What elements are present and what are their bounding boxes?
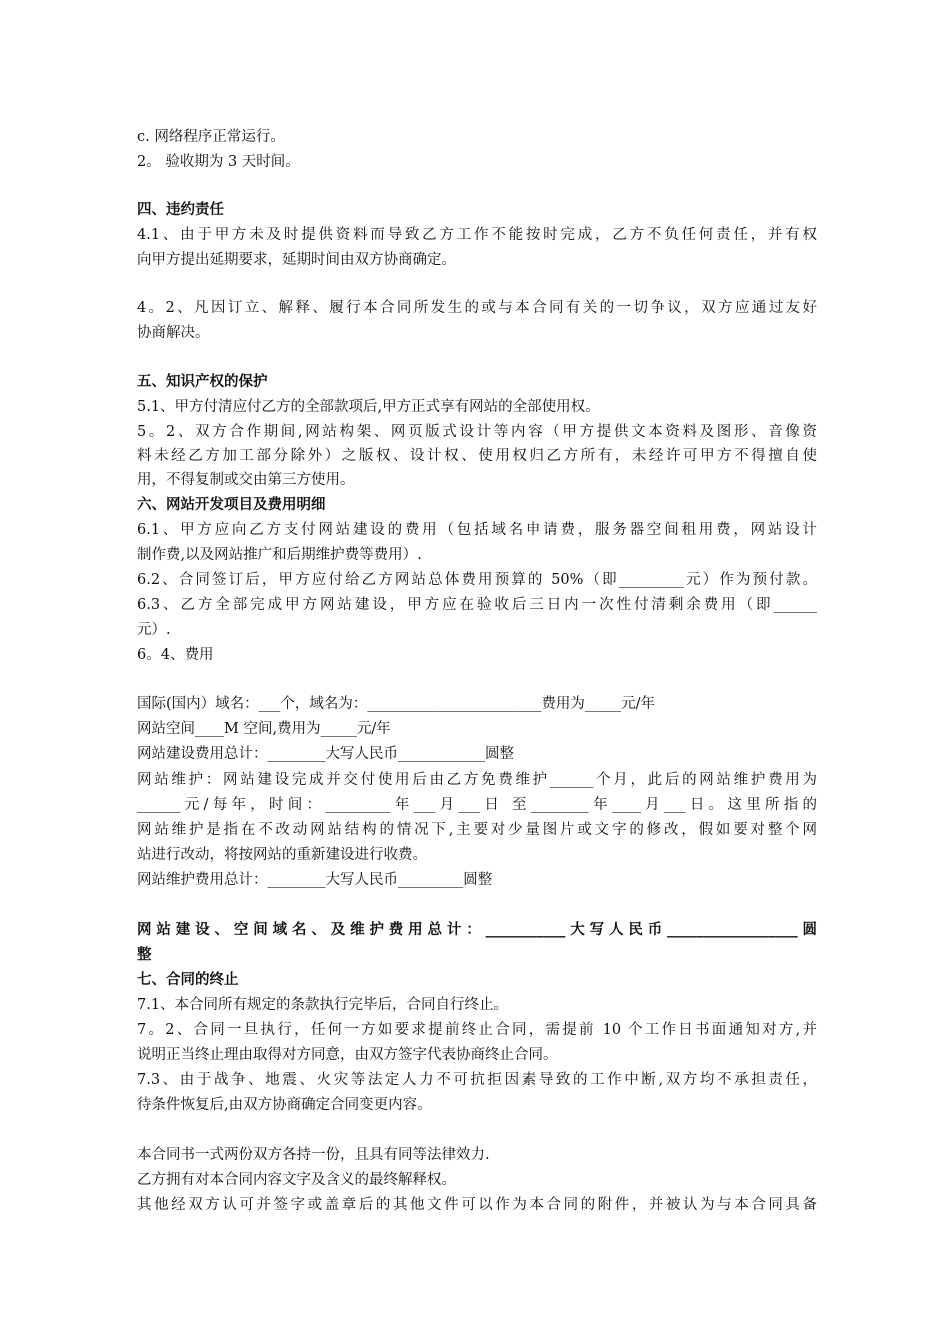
text-line: 制作费,以及网站推广和后期维护费等费用）.: [137, 547, 422, 563]
text-line: 元）.: [137, 622, 171, 638]
text-line: 本合同书一式两份双方各持一份，且具有同等法律效力.: [137, 1147, 490, 1163]
text-line: 网站维护是指在不改动网站结构的情况下,主要对少量图片或文字的修改，假如要对整个网: [137, 822, 817, 838]
text-line: 2。 验收期为 3 天时间。: [137, 154, 300, 170]
text-line: 待条件恢复后,由双方协商确定合同变更内容。: [137, 1097, 432, 1113]
text-line: 7。2、合同一旦执行，任何一方如要求提前终止合同，需提前 10 个工作日书面通知对方,并: [137, 1022, 817, 1038]
text-line: 6.2、合同签订后，甲方应付给乙方网站总体费用预算的 50%（即_________元）作为预付款。: [137, 572, 817, 588]
fee-line-build-total: 网站建设费用总计：________大写人民币____________圆整: [137, 746, 514, 762]
section-heading-5: 五、知识产权的保护: [137, 373, 268, 390]
text-line: 6.1、甲方应向乙方支付网站建设的费用（包括域名申请费，服务器空间租用费，网站设计: [137, 522, 817, 538]
section-heading-7: 七、合同的终止: [137, 971, 239, 988]
fee-line-space: 网站空间____M 空间,费用为_____元/年: [137, 721, 391, 737]
text-line: 4。2、凡因订立、解释、履行本合同所发生的或与本合同有关的一切争议，双方应通过友好: [137, 300, 817, 316]
section-heading-4: 四、违约责任: [137, 201, 224, 218]
text-line: 其他经双方认可并签字或盖章后的其他文件可以作为本合同的附件，并被认为与本合同具备: [137, 1197, 817, 1213]
fee-line-grand-total: 网站建设、空间域名、及维护费用总计：___________大写人民币__________________圆: [137, 921, 817, 938]
text-line: 7.1、本合同所有规定的条款执行完毕后，合同自行终止。: [137, 997, 509, 1013]
text-line: 5.1、甲方付清应付乙方的全部款项后,甲方正式享有网站的全部使用权。: [137, 399, 600, 415]
text-line: 料未经乙方加工部分除外）之版权、设计权、使用权归乙方所有，未经许可甲方不得擅自使: [137, 448, 817, 464]
text-line: 协商解决。: [137, 325, 210, 341]
fee-line-maintenance-total: 网站维护费用总计：________大写人民币_________圆整: [137, 872, 493, 888]
text-line: 站进行改动，将按网站的重新建设进行收费。: [137, 847, 427, 863]
text-line: 7.3、由于战争、地震、火灾等法定人力不可抗拒因素导致的工作中断,双方均不承担责任，: [137, 1072, 817, 1088]
text-line: 5。2、双方合作期间,网站构架、网页版式设计等内容（甲方提供文本资料及图形、音像资: [137, 424, 817, 440]
text-line: 6.3、乙方全部完成甲方网站建设，甲方应在验收后三日内一次性付清剩余费用（即______: [137, 597, 817, 613]
text-line: 网站维护：网站建设完成并交付使用后由乙方免费维护______个月，此后的网站维护费用为: [137, 772, 817, 788]
text-line: 4.1、由于甲方未及时提供资料而导致乙方工作不能按时完成，乙方不负任何责任，并有权: [137, 227, 817, 243]
text-line: 用，不得复制或交由第三方使用。: [137, 472, 355, 488]
text-line: 整: [137, 946, 152, 963]
fee-line-domain: 国际(国内）域名：___个，域名为：________________________费用为_____元/年: [137, 696, 656, 712]
section-heading-6: 六、网站开发项目及费用明细: [137, 496, 326, 513]
text-line: 乙方拥有对本合同内容文字及含义的最终解释权。: [137, 1172, 456, 1188]
text-line: c. 网络程序正常运行。: [137, 129, 285, 145]
text-line: 6。4、费用: [137, 647, 214, 663]
text-line: 向甲方提出延期要求，延期时间由双方协商确定。: [137, 252, 456, 268]
text-line: 说明正当终止理由取得对方同意，由双方签字代表协商终止合同。: [137, 1047, 558, 1063]
text-line: ______元/每年，时间：_________年___月___日 至________年____月___日。这里所指的: [137, 797, 817, 813]
